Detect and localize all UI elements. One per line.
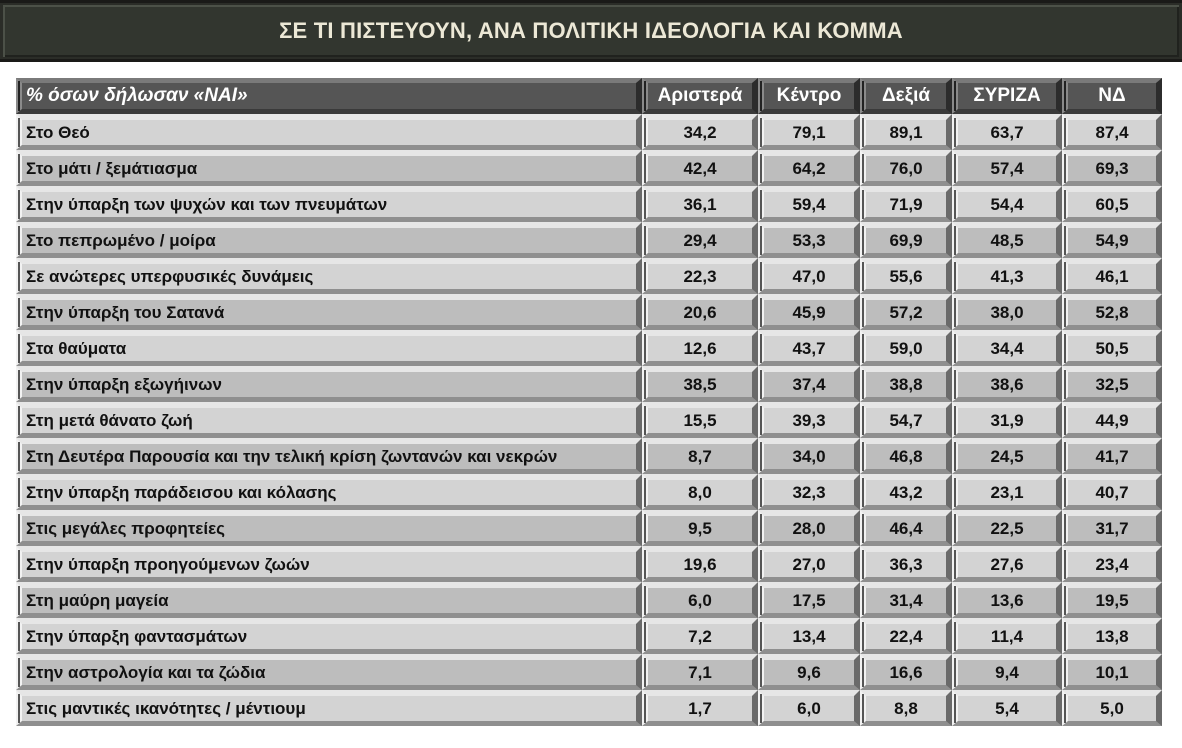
- row-label: Στην ύπαρξη εξωγήινων: [16, 366, 642, 402]
- results-table: [16, 78, 1162, 726]
- value-kentro: 43,7: [758, 330, 860, 366]
- value-syriza: 48,5: [952, 222, 1062, 258]
- row-label: Στις μεγάλες προφητείες: [16, 510, 642, 546]
- value-dexia: 59,0: [860, 330, 952, 366]
- value-dexia: 22,4: [860, 618, 952, 654]
- value-kentro: 45,9: [758, 294, 860, 330]
- value-kentro: 37,4: [758, 366, 860, 402]
- row-label: Στην ύπαρξη φαντασμάτων: [16, 618, 642, 654]
- value-syriza: 24,5: [952, 438, 1062, 474]
- value-dexia: 76,0: [860, 150, 952, 186]
- value-nd: 5,0: [1062, 690, 1162, 726]
- value-aristera: 9,5: [642, 510, 758, 546]
- column-header-syriza: ΣΥΡΙΖΑ: [952, 78, 1062, 114]
- row-label: Στο πεπρωμένο / μοίρα: [16, 222, 642, 258]
- table-row: [16, 618, 1162, 654]
- table-row: [16, 510, 1162, 546]
- value-kentro: 17,5: [758, 582, 860, 618]
- value-dexia: 38,8: [860, 366, 952, 402]
- table-body: [16, 114, 1162, 726]
- row-label: Σε ανώτερες υπερφυσικές δυνάμεις: [16, 258, 642, 294]
- value-aristera: 12,6: [642, 330, 758, 366]
- value-kentro: 13,4: [758, 618, 860, 654]
- value-dexia: 8,8: [860, 690, 952, 726]
- value-nd: 87,4: [1062, 114, 1162, 150]
- value-dexia: 46,8: [860, 438, 952, 474]
- table-row: [16, 438, 1162, 474]
- row-label: Στο Θεό: [16, 114, 642, 150]
- value-dexia: 89,1: [860, 114, 952, 150]
- value-nd: 32,5: [1062, 366, 1162, 402]
- table-row: [16, 330, 1162, 366]
- value-syriza: 31,9: [952, 402, 1062, 438]
- value-aristera: 1,7: [642, 690, 758, 726]
- value-dexia: 55,6: [860, 258, 952, 294]
- value-nd: 54,9: [1062, 222, 1162, 258]
- table-row: [16, 114, 1162, 150]
- row-label: Στη Δευτέρα Παρουσία και την τελική κρίση ζωντανών και νεκρών: [16, 438, 642, 474]
- value-nd: 13,8: [1062, 618, 1162, 654]
- column-header-dexia: Δεξιά: [860, 78, 952, 114]
- value-dexia: 36,3: [860, 546, 952, 582]
- value-dexia: 71,9: [860, 186, 952, 222]
- value-nd: 41,7: [1062, 438, 1162, 474]
- row-label: Στα θαύματα: [16, 330, 642, 366]
- value-dexia: 54,7: [860, 402, 952, 438]
- table-row: [16, 690, 1162, 726]
- column-header-kentro: Κέντρο: [758, 78, 860, 114]
- value-kentro: 9,6: [758, 654, 860, 690]
- value-dexia: 43,2: [860, 474, 952, 510]
- value-nd: 69,3: [1062, 150, 1162, 186]
- row-label: Στις μαντικές ικανότητες / μέντιουμ: [16, 690, 642, 726]
- value-aristera: 34,2: [642, 114, 758, 150]
- value-aristera: 29,4: [642, 222, 758, 258]
- value-nd: 44,9: [1062, 402, 1162, 438]
- results-table-container: [16, 78, 1162, 726]
- value-syriza: 9,4: [952, 654, 1062, 690]
- value-aristera: 8,7: [642, 438, 758, 474]
- value-dexia: 57,2: [860, 294, 952, 330]
- value-nd: 31,7: [1062, 510, 1162, 546]
- row-label: Στην ύπαρξη προηγούμενων ζωών: [16, 546, 642, 582]
- value-aristera: 38,5: [642, 366, 758, 402]
- title-panel: [3, 5, 1179, 57]
- page-title: ΣΕ ΤΙ ΠΙΣΤΕΥΟΥΝ, ΑΝΑ ΠΟΛΙΤΙΚΗ ΙΔΕΟΛΟΓΙΑ ΚΑΙ ΚΟΜΜΑ: [279, 18, 903, 43]
- value-kentro: 32,3: [758, 474, 860, 510]
- row-label: Στην ύπαρξη παράδεισου και κόλασης: [16, 474, 642, 510]
- value-kentro: 28,0: [758, 510, 860, 546]
- value-aristera: 15,5: [642, 402, 758, 438]
- value-kentro: 47,0: [758, 258, 860, 294]
- value-aristera: 22,3: [642, 258, 758, 294]
- table-row: [16, 582, 1162, 618]
- table-row: [16, 258, 1162, 294]
- value-nd: 19,5: [1062, 582, 1162, 618]
- value-nd: 40,7: [1062, 474, 1162, 510]
- value-syriza: 63,7: [952, 114, 1062, 150]
- value-kentro: 6,0: [758, 690, 860, 726]
- title-bar: [0, 0, 1182, 62]
- value-aristera: 7,2: [642, 618, 758, 654]
- value-dexia: 46,4: [860, 510, 952, 546]
- value-syriza: 5,4: [952, 690, 1062, 726]
- table-row: [16, 366, 1162, 402]
- value-kentro: 64,2: [758, 150, 860, 186]
- table-row: [16, 294, 1162, 330]
- value-syriza: 38,6: [952, 366, 1062, 402]
- value-kentro: 34,0: [758, 438, 860, 474]
- value-syriza: 27,6: [952, 546, 1062, 582]
- value-aristera: 36,1: [642, 186, 758, 222]
- value-syriza: 38,0: [952, 294, 1062, 330]
- column-header-aristera: Αριστερά: [642, 78, 758, 114]
- value-syriza: 22,5: [952, 510, 1062, 546]
- value-aristera: 7,1: [642, 654, 758, 690]
- value-aristera: 19,6: [642, 546, 758, 582]
- table-row: [16, 186, 1162, 222]
- table-row: [16, 150, 1162, 186]
- table-row: [16, 654, 1162, 690]
- table-header-row: [16, 78, 1162, 114]
- table-row: [16, 402, 1162, 438]
- row-label: Στην αστρολογία και τα ζώδια: [16, 654, 642, 690]
- row-label: Στην ύπαρξη του Σατανά: [16, 294, 642, 330]
- value-syriza: 57,4: [952, 150, 1062, 186]
- value-nd: 23,4: [1062, 546, 1162, 582]
- value-syriza: 11,4: [952, 618, 1062, 654]
- value-nd: 46,1: [1062, 258, 1162, 294]
- header-label: % όσων δήλωσαν «ΝΑΙ»: [16, 78, 642, 114]
- table-row: [16, 474, 1162, 510]
- table-row: [16, 222, 1162, 258]
- value-kentro: 53,3: [758, 222, 860, 258]
- value-kentro: 39,3: [758, 402, 860, 438]
- value-kentro: 79,1: [758, 114, 860, 150]
- value-aristera: 42,4: [642, 150, 758, 186]
- value-aristera: 6,0: [642, 582, 758, 618]
- row-label: Στη μετά θάνατο ζωή: [16, 402, 642, 438]
- value-kentro: 27,0: [758, 546, 860, 582]
- value-syriza: 54,4: [952, 186, 1062, 222]
- value-aristera: 8,0: [642, 474, 758, 510]
- value-dexia: 16,6: [860, 654, 952, 690]
- value-syriza: 13,6: [952, 582, 1062, 618]
- table-row: [16, 546, 1162, 582]
- value-syriza: 41,3: [952, 258, 1062, 294]
- value-kentro: 59,4: [758, 186, 860, 222]
- value-syriza: 23,1: [952, 474, 1062, 510]
- row-label: Στο μάτι / ξεμάτιασμα: [16, 150, 642, 186]
- value-aristera: 20,6: [642, 294, 758, 330]
- value-nd: 50,5: [1062, 330, 1162, 366]
- value-dexia: 31,4: [860, 582, 952, 618]
- row-label: Στην ύπαρξη των ψυχών και των πνευμάτων: [16, 186, 642, 222]
- value-syriza: 34,4: [952, 330, 1062, 366]
- value-nd: 60,5: [1062, 186, 1162, 222]
- column-header-nd: ΝΔ: [1062, 78, 1162, 114]
- value-dexia: 69,9: [860, 222, 952, 258]
- value-nd: 52,8: [1062, 294, 1162, 330]
- value-nd: 10,1: [1062, 654, 1162, 690]
- row-label: Στη μαύρη μαγεία: [16, 582, 642, 618]
